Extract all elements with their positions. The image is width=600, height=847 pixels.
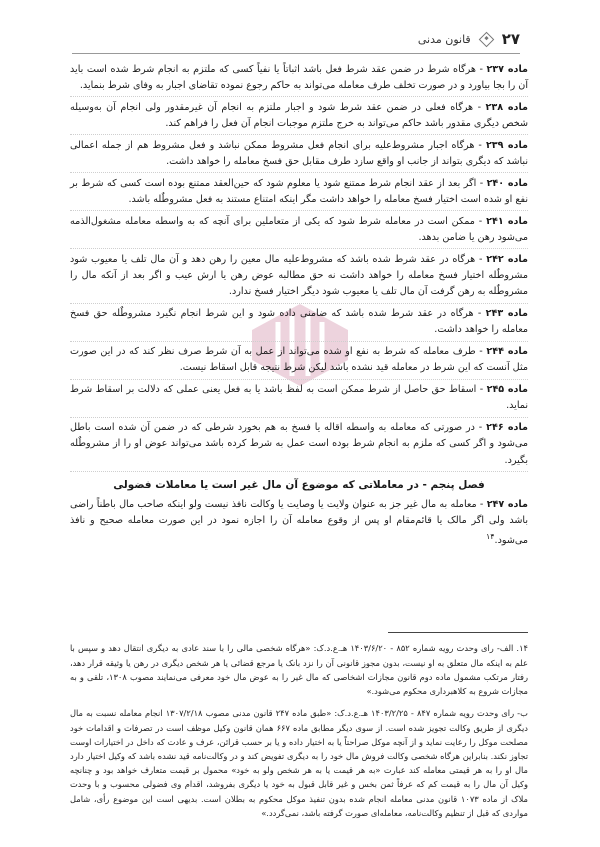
article-text: - هرگاه فعلی در ضمن عقد شرط شود و اجبار ملتزم به انجام آن غیرمقدور ولی انجام آن به‌وسیله شخص دیگری مقدور باشد حاکم می‌تواند به خرج ملتزم موجبات انجام آن فعل را فراهم کند. [70, 102, 528, 130]
footnote-reference[interactable]: ۱۴ [485, 532, 495, 542]
article-number: ماده ۲۴۴ [486, 346, 528, 358]
article-247 [70, 497, 528, 552]
article-239 [70, 138, 528, 173]
article-number: ماده ۲۳۷ [486, 64, 528, 75]
book-title: قانون مدنی [417, 32, 471, 46]
article-241 [70, 214, 528, 249]
article-243 [70, 306, 528, 341]
article-text: - هرگاه شرط در ضمن عقد شرط فعل باشد اثباتاً یا نفیاً کسی که ملتزم به انجام شرط شده است باید آن را بجا بیاورد و در صورت تخلف طرف معامله می‌تواند به حاکم رجوع نموده تقاضای اجبار به وفای شرط بنماید. [70, 64, 528, 92]
article-text: - در صورتی که معامله به واسطه اقاله یا فسخ به هم بخورد شرطی که در ضمن آن شده است باطل می‌شود و اگر کسی که ملزم به انجام شرط بوده است عمل به شرط کرده باشد می‌تواند عوض او را از مشروطٌله بگیرد. [70, 422, 528, 466]
footnote-14b: ب- رای وحدت رویه شماره ۸۴۷ - ۱۴۰۳/۲/۲۵ هـ.ع.د.ک: «طبق ماده ۲۴۷ قانون مدنی مصوب ۱۳۰۷/۲/۱۸ انجام معامله نسبت به مال دیگری از طریق وکالت تجویز شده است. از سوی دیگر مطابق ماده ۶۶۷ همان قانون وکیل موظف است در تصرفات و اقدامات خود مصلحت موکل را رعایت نماید و از آنچه موکل صراحتاً یا به اختیار داده و یا بر حسب قرائن، عرف و عادت که داخل در اختیارات اوست تجاوز نکند. بنابراین هرگاه شخصی وکالت فروش مال خود را به دیگری تفویض کند و در وکالت‌نامه قید نشده باشد که وکیل اختیار دارد مال او را به هر قیمتی معامله کند عبارت «به هر قیمت یا به هر شخص ولو به خود» محمول بر قیمت متعارف خواهد بود و چنانچه وکیل آن مال را به قیمت کم که عرفاً ثمن بخس و غیر قابل قبول به خود یا دیگری بفروشد، اقدام وی فضولی محسوب و با وحدت ملاک از ماده ۱۰۷۳ قانون مدنی معامله انجام شده بدون تنفیذ موکل محکوم به بطلان است. بدیهی است این موضوع رأی، شامل مواردی که قبل از تنظیم وکالت‌نامه، معامله‌ای صورت گرفته باشد، نمی‌گردد.» [70, 708, 528, 818]
article-text: - هرگاه در عقد شرط شده باشد که مشروط‌علیه مال معین را رهن دهد و آن مال تلف یا معیوب شود مشروطٌله اختیار فسخ معامله را خواهد داشت نه حق مطالبه عوض رهن یا ارش عیب و اگر بعد از آنکه مال را مشروطٌله به رهن گرفت آن مال تلف یا معیوب شود دیگر اختیار فسخ ندارد. [70, 254, 528, 298]
article-number: ماده ۲۴۰ [486, 178, 528, 189]
article-244 [70, 344, 528, 379]
article-242 [70, 252, 528, 304]
section-title: فصل پنجم - در معاملاتی که موضوع آن مال غیر است یا معاملات فضولی [113, 478, 485, 491]
footnotes [70, 632, 528, 823]
article-text: - معامله به مال غیر جز به عنوان ولایت یا وصایت یا وکالت نافذ نیست ولو اینکه صاحب مال باطناً راضی باشد ولی اگر مالک یا قائم‌مقام او پس از وقوع معامله آن را اجازه نمود در این صورت معامله صحیح و نافذ می‌شود. [70, 499, 528, 547]
main-text [70, 62, 528, 554]
article-text: - ممکن است در معامله شرط شود که یکی از متعاملین برای آنچه که به واسطه معامله مشغول‌الذمه می‌شود رهن یا ضامن بدهد. [70, 216, 528, 244]
article-text: - هرگاه اجبار مشروط‌علیه برای انجام فعل مشروط ممکن نباشد و فعل مشروط هم از جمله اعمالی نباشد که دیگری بتواند از جانب او واقع سازد طرف مقابل حق فسخ معامله را خواهد داشت. [70, 140, 528, 168]
article-number: ماده ۲۴۵ [486, 384, 528, 396]
footnote-14a: ۱۴. الف- رای وحدت رویه شماره ۸۵۲ - ۱۴۰۳/۶/۲۰ هـ.ع.د.ک: «هرگاه شخصی مالی را با سند عادی به دیگری انتقال دهد و سپس با علم به اینکه مال متعلق به او نیست، بدون مجوز قانونی آن را نزد بانک یا مرجع قضائی یا هر شخص دیگری در رهن یا وثیقه قرار دهد، رفتار مرتکب مشمول ماده دوم قانون مجازات اشخاصی که مال غیر را به عوض مال خود معرفی می‌نمایند مصوب ۱۳۰۸، تلقی و به مجازات شروع به کلاهبرداری محکوم می‌شود.» [70, 643, 529, 696]
article-number: ماده ۲۳۹ [485, 140, 528, 151]
article-text: - اگر بعد از عقد انجام شرط ممتنع شود یا معلوم شود که حین‌العقد ممتنع بوده است کسی که شرط بر نفع او شده است اختیار فسخ معامله را خواهد داشت مگر اینکه امتناع مستند به فعل مشروطٌله باشد. [70, 178, 528, 206]
article-238 [70, 100, 528, 135]
article-number: ماده ۲۴۱ [486, 216, 528, 227]
page-header [72, 28, 520, 50]
article-number: ماده ۲۴۷ [486, 499, 528, 511]
diamond-ornament-icon [478, 31, 494, 47]
footnote-divider [388, 632, 528, 633]
article-number: ماده ۲۴۳ [485, 308, 528, 320]
article-number: ماده ۲۴۶ [486, 422, 528, 434]
article-number: ماده ۲۴۲ [486, 254, 528, 265]
article-245 [70, 382, 528, 417]
page-number: ۲۷ [501, 30, 520, 48]
article-237 [70, 62, 528, 97]
article-number: ماده ۲۳۸ [485, 102, 528, 113]
header-rule [72, 53, 520, 54]
article-246 [70, 420, 528, 472]
article-text: - اسقاط حق حاصل از شرط ممکن است به لفظ باشد یا به فعل یعنی عملی که دلالت بر اسقاط شرط نماید. [70, 384, 528, 412]
article-text: - طرف معامله که شرط به نفع او شده می‌تواند از عمل به آن شرط صرف نظر کند که در این صورت مثل آنست که این شرط در معامله قید نشده باشد لیکن شرط نتیجه قابل اسقاط نیست. [70, 346, 528, 374]
article-240 [70, 176, 528, 211]
article-text: - هرگاه در عقد شرط شده باشد که ضامنی داده شود و این شرط انجام نگیرد مشروطٌله حق فسخ معامله را خواهد داشت. [70, 308, 528, 336]
